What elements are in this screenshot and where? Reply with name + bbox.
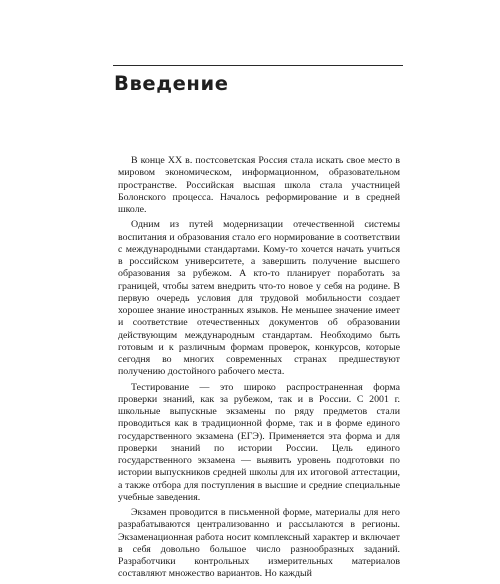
paragraph: Одним из путей модернизации отечественной системы воспитания и образования стало его нормирование в соответствии с международными стандартами. Кому-то хочется начать учиться в российском университете, а завершить получение высшего образования за рубежом. А кто-то планирует поработать за границей, чтобы затем внедрить что-то новое у себя на родине. В первую очередь условия для трудовой мобильности создает хорошее знание иностранных языков. Не меньшее значение имеет и соответствие отечественных документов об образовании действующим международным стандартам. Необходимо быть готовым и к различным формам проверок, конкурсов, которые сегодня во многих современных странах предшествуют получению достойного рабочего места. [118, 219, 400, 378]
paragraph: Экзамен проводится в письменной форме, материалы для него разрабатываются централизованно и рассылаются в регионы. Экзаменационная работа носит комплексный характер и включает в себя довольно большое число разнообразных заданий. Разработчики контрольных измерительных материалов составляют множество вариантов. Но каждый [118, 507, 400, 580]
paragraph: Тестирование — это широко распространенная форма проверки знаний, как за рубежом, так и в России. С 2001 г. школьные выпускные экзамены по ряду предметов стали проводиться как в традиционной форме, так и в форме единого государственного экзамена (ЕГЭ). Применяется эта форма и для проверки знаний по истории России. Цель единого государственного экзамена — выявить уровень подготовки по истории выпускников средней школы для их итоговой аттестации, а также отбора для поступления в высшие и средние специальные учебные заведения. [118, 381, 400, 503]
paragraph: В конце XX в. постсоветская Россия стала искать свое место в мировом экономическом, информационном, образовательном пространстве. Российская высшая школа стала участницей Болонского процесса. Началось реформирование и в средней школе. [118, 155, 400, 215]
body-text [118, 155, 400, 584]
chapter-title: Введение [114, 72, 229, 95]
chapter-header-rule [113, 65, 403, 66]
